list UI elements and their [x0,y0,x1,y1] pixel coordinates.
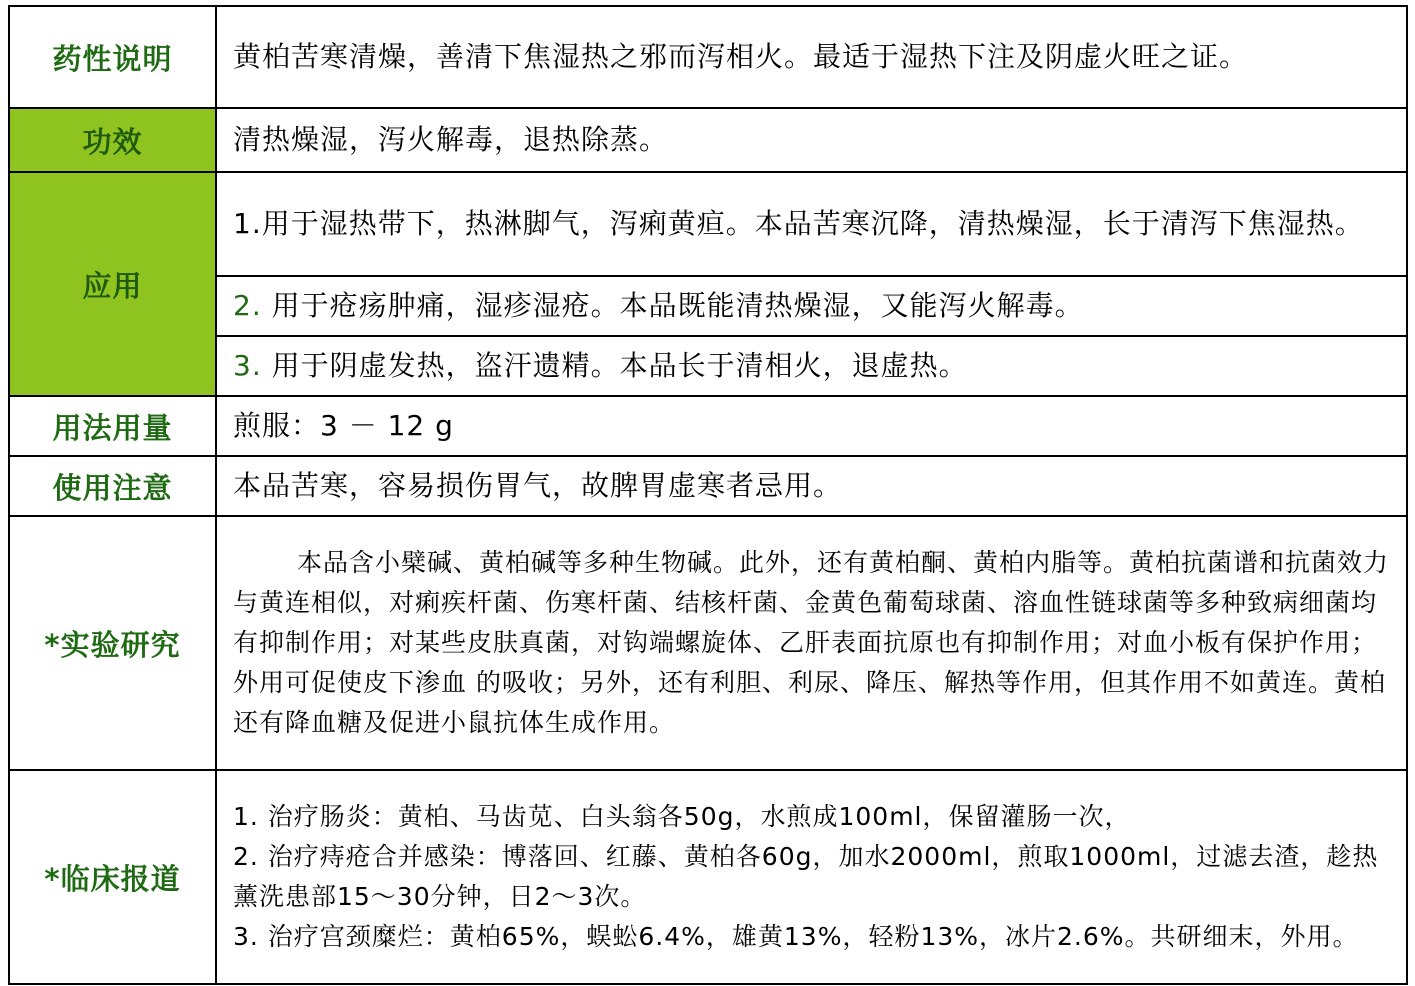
label-clinical: *临床报道 [9,770,216,984]
application-num-1: 1. [233,207,262,240]
content-properties: 黄柏苦寒清燥，善清下焦湿热之邪而泻相火。最适于湿热下注及阴虚火旺之证。 [216,6,1407,108]
clinical-item-3: 3. 治疗宫颈糜烂：黄柏65%，蜈蚣6.4%，雄黄13%，轻粉13%，冰片2.6%。共研细末，外用。 [233,922,1359,951]
clinical-item-2: 2. 治疗痔疮合并感染：博落回、红藤、黄柏各60g，加水2000ml，煎取1000ml，过滤去渣，趁热薰洗患部15～30分钟，日2～3次。 [233,842,1379,911]
row-caution [9,456,1407,516]
content-application-1 [216,172,1407,276]
row-clinical [9,770,1407,984]
content-research [216,516,1407,770]
application-text-3: 用于阴虚发热，盗汗遗精。本品长于清相火，退虚热。 [271,349,968,382]
content-clinical [216,770,1407,984]
label-research: *实验研究 [9,516,216,770]
content-application-3 [216,336,1407,396]
research-text: 本品含小檗碱、黄柏碱等多种生物碱。此外，还有黄柏酮、黄柏内脂等。黄柏抗菌谱和抗菌效力与黄连相似，对痢疾杆菌、伤寒杆菌、结核杆菌、金黄色葡萄球菌、溶血性链球菌等多种致病细菌均有抑制作用；对某些皮肤真菌，对钩端螺旋体、乙肝表面抗原也有抑制作用；对血小板有保护作用；外用可促使皮下渗血 的吸收；另外，还有利胆、利尿、降压、解热等作用，但其作用不如黄连。黄柏还有降血糖及促进小鼠抗体生成作用。 [233,548,1390,737]
label-caution: 使用注意 [9,456,216,516]
row-properties [9,6,1407,108]
content-application-2 [216,276,1407,336]
label-efficacy: 功效 [9,108,216,172]
row-dosage [9,396,1407,456]
content-efficacy: 清热燥湿，泻火解毒，退热除蒸。 [216,108,1407,172]
row-research [9,516,1407,770]
label-application: 应用 [9,172,216,396]
content-caution: 本品苦寒，容易损伤胃气，故脾胃虚寒者忌用。 [216,456,1407,516]
herb-info-table [8,5,1408,985]
label-properties: 药性说明 [9,6,216,108]
content-dosage: 煎服：3 － 12 g [216,396,1407,456]
row-application-2 [9,276,1407,336]
row-efficacy [9,108,1407,172]
label-dosage: 用法用量 [9,396,216,456]
application-num-3: 3. [233,349,262,382]
clinical-item-1: 1. 治疗肠炎：黄柏、马齿苋、白头翁各50g，水煎成100ml，保留灌肠一次， [233,802,1131,831]
row-application-3 [9,336,1407,396]
application-text-2: 用于疮疡肿痛，湿疹湿疮。本品既能清热燥湿，又能泻火解毒。 [271,289,1084,322]
application-text-1: 用于湿热带下，热淋脚气，泻痢黄疸。本品苦寒沉降，清热燥湿，长于清泻下焦湿热。 [261,207,1364,240]
application-num-2: 2. [233,289,262,322]
row-application-1 [9,172,1407,276]
